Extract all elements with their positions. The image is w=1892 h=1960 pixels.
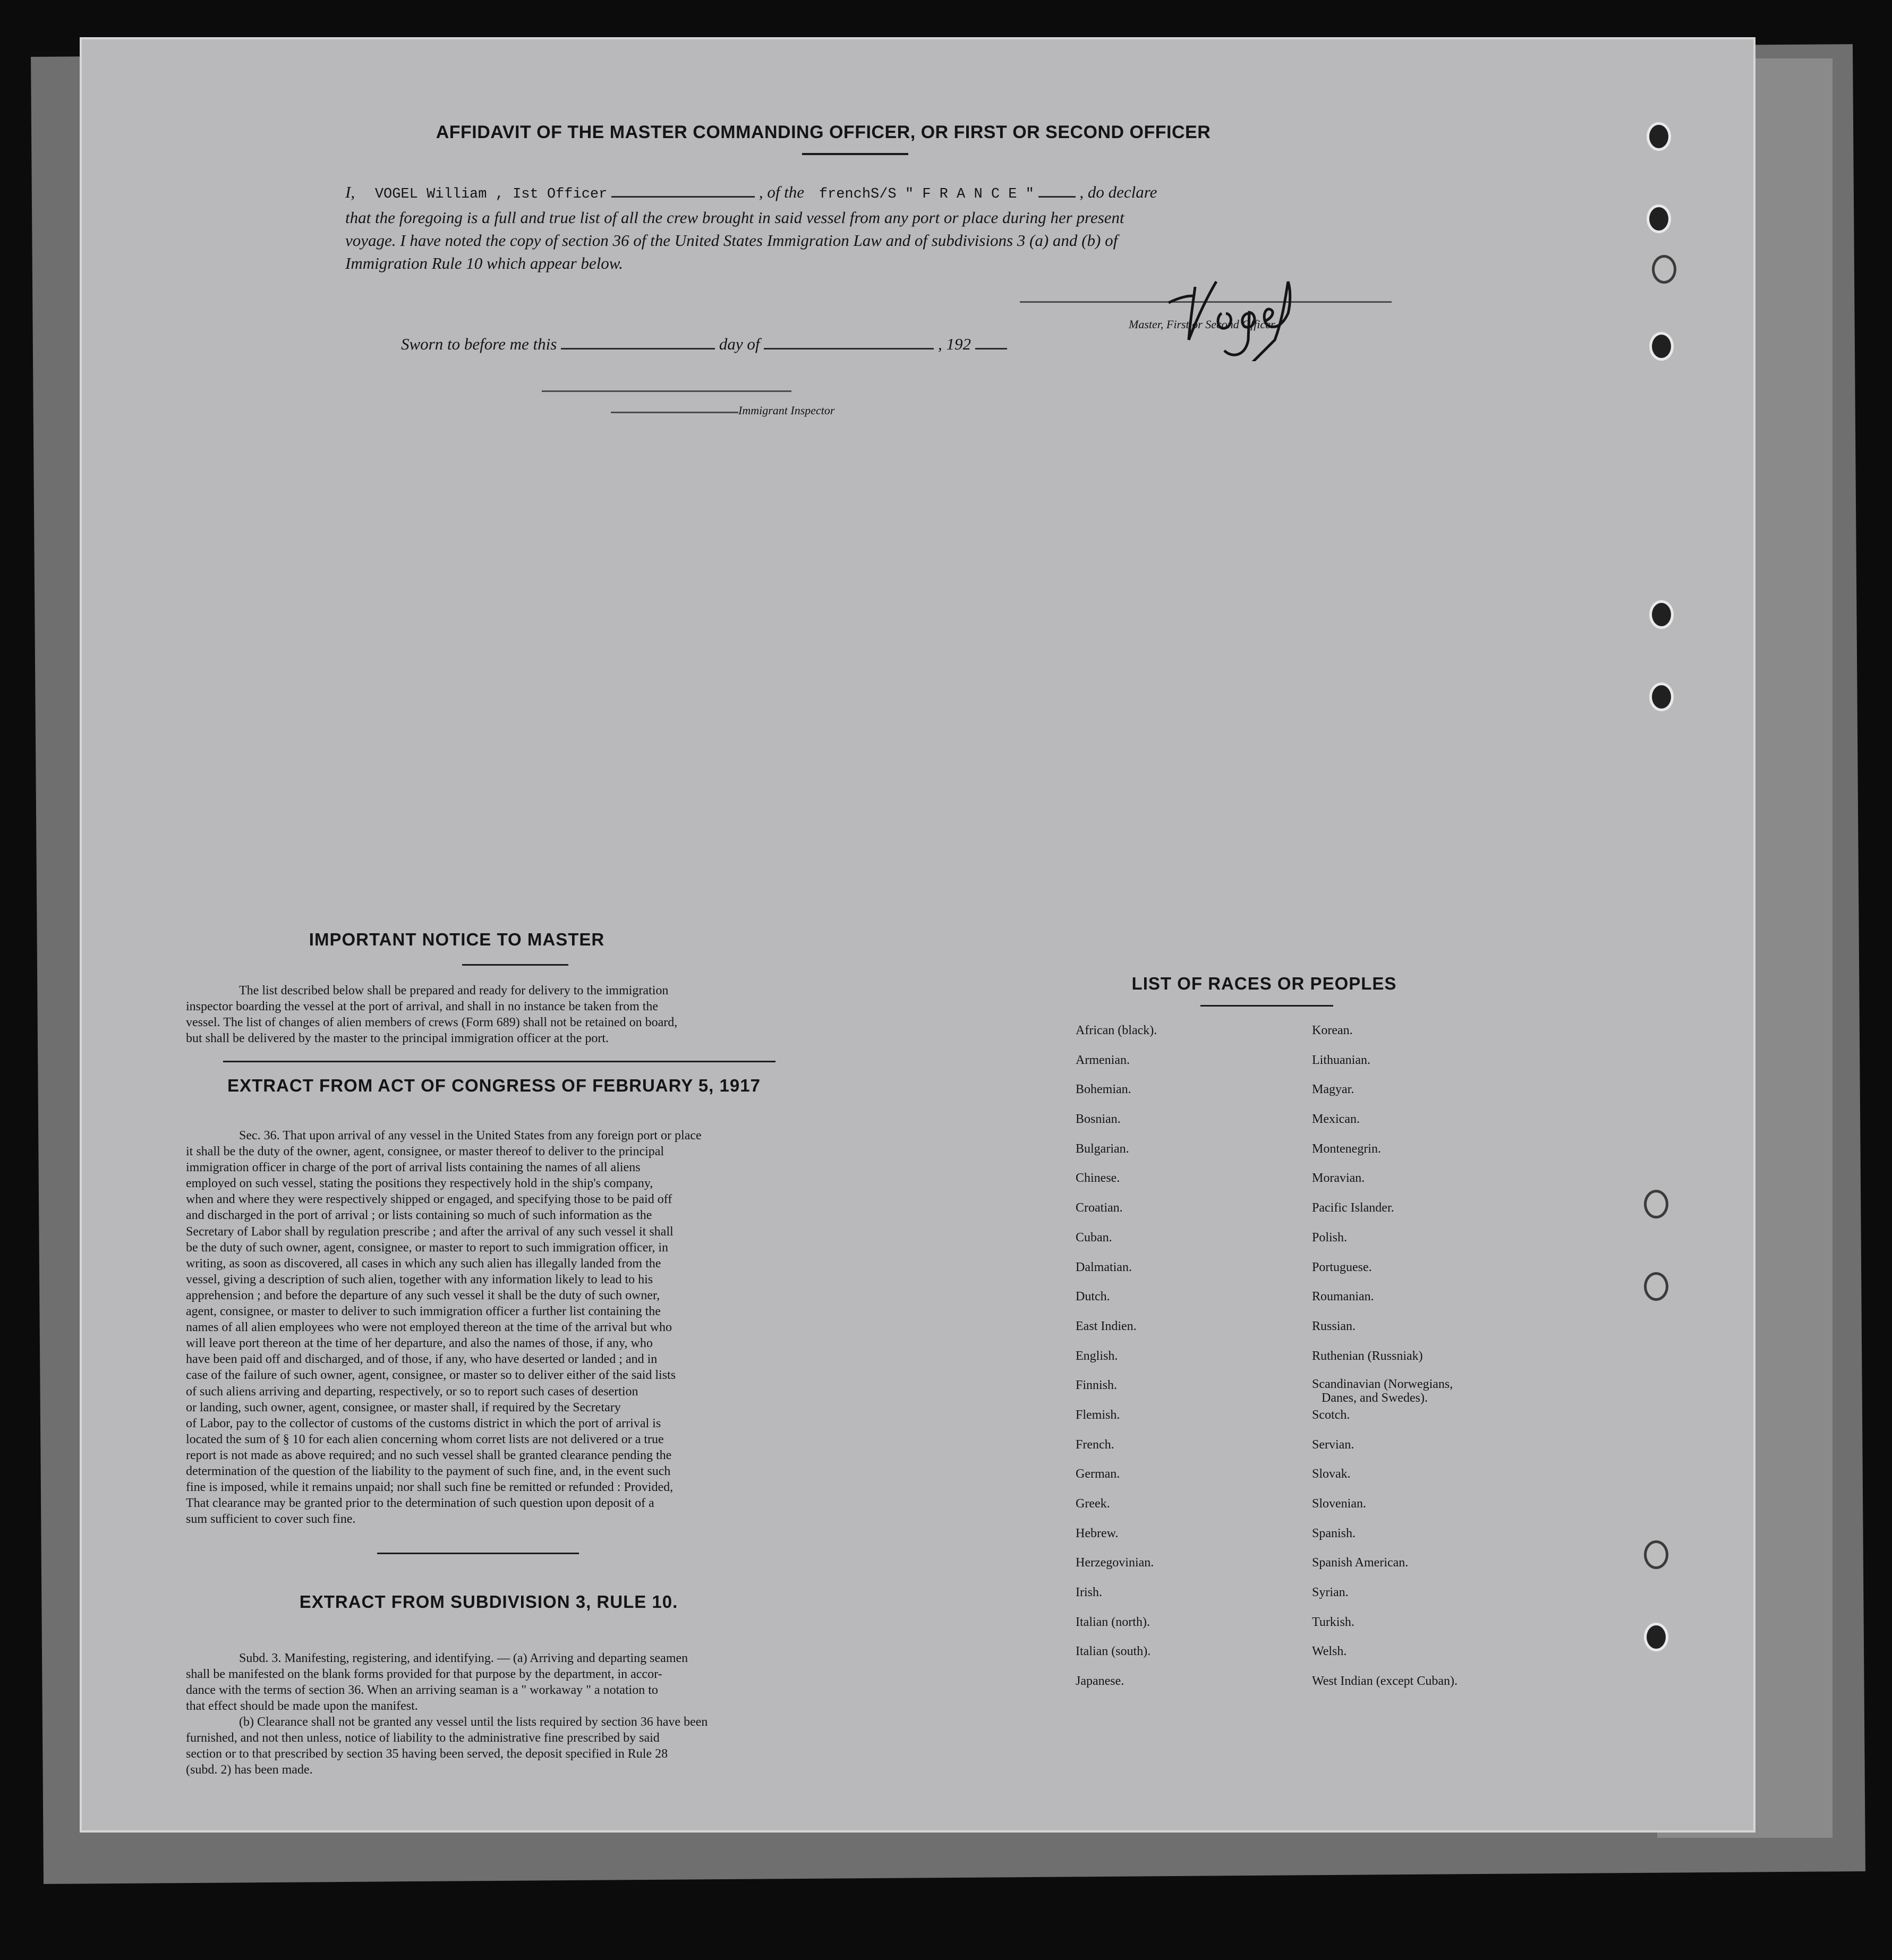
binder-hole bbox=[1649, 683, 1674, 711]
race-item: Dalmatian. bbox=[1076, 1260, 1132, 1274]
binder-hole bbox=[1649, 600, 1674, 629]
act-line: vessel, giving a description of such alien, together with any information likely to lead to his bbox=[186, 1272, 653, 1286]
race-item: Roumanian. bbox=[1312, 1290, 1374, 1304]
binder-hole bbox=[1652, 255, 1676, 284]
race-item: French. bbox=[1076, 1437, 1114, 1452]
race-item: Croatian. bbox=[1076, 1201, 1123, 1215]
binder-hole bbox=[1644, 1540, 1668, 1569]
rule-line: (b) Clearance shall not be granted any vessel until the lists required by section 36 have been bbox=[239, 1715, 708, 1729]
year-label: , 192 bbox=[938, 335, 971, 353]
day-blank-line bbox=[561, 348, 715, 350]
race-item: Turkish. bbox=[1312, 1615, 1354, 1629]
race-item: Bulgarian. bbox=[1076, 1141, 1129, 1156]
act-line: of such aliens arriving and departing, respectively, or so to report such cases of desertion bbox=[186, 1384, 638, 1399]
act-line: will leave port thereon at the time of her departure, and also the names of those, if any, who bbox=[186, 1336, 653, 1351]
affidavit-declaration bbox=[345, 181, 1434, 275]
act-line: sum sufficient to cover such fine. bbox=[186, 1512, 356, 1527]
vessel-name: frenchS/S " F R A N C E " bbox=[819, 186, 1034, 202]
race-item: Slovak. bbox=[1312, 1467, 1351, 1481]
act-line: That clearance may be granted prior to the determination of such question upon deposit of a bbox=[186, 1496, 654, 1511]
act-line: Secretary of Labor shall by regulation prescribe ; and after the arrival of any such vessel it shall bbox=[186, 1224, 674, 1239]
race-item: Polish. bbox=[1312, 1230, 1348, 1245]
act-line: apprehension ; and before the departure of any such vessel it shall be the duty of such owner, bbox=[186, 1288, 660, 1302]
affidavit-title: AFFIDAVIT OF THE MASTER COMMANDING OFFICER, OR FIRST OR SECOND OFFICER bbox=[436, 122, 1211, 142]
rule-line: dance with the terms of section 36. When an arriving seaman is a " workaway " a notation to bbox=[186, 1683, 658, 1697]
notice-line: inspector boarding the vessel at the port of arrival, and shall in no instance be taken from the bbox=[186, 1000, 659, 1013]
inspector-signature-line bbox=[542, 390, 791, 392]
notice-text bbox=[186, 983, 802, 1046]
races-right-column bbox=[1312, 1022, 1458, 1703]
race-item: Montenegrin. bbox=[1312, 1141, 1381, 1156]
notice-line: The list described below shall be prepared and ready for delivery to the immigration bbox=[239, 984, 669, 998]
race-item: West Indian (except Cuban). bbox=[1312, 1674, 1458, 1689]
act-line: and discharged in the port of arrival ; or lists containing so much of such information as the bbox=[186, 1208, 652, 1223]
sworn-statement bbox=[401, 335, 1007, 354]
title-underline bbox=[802, 153, 908, 155]
year-blank-line bbox=[975, 348, 1007, 350]
day-of-label: day of bbox=[719, 335, 760, 353]
race-item: African (black). bbox=[1076, 1024, 1157, 1037]
race-item: Bosnian. bbox=[1076, 1112, 1121, 1127]
rule-text bbox=[186, 1650, 802, 1778]
races-underline bbox=[1200, 1005, 1333, 1007]
race-item: East Indien. bbox=[1076, 1319, 1137, 1333]
race-item: Moravian. bbox=[1312, 1171, 1365, 1186]
binder-hole bbox=[1644, 1190, 1668, 1218]
race-item: Bohemian. bbox=[1076, 1083, 1131, 1097]
act-line: report is not made as above required; and no such vessel shall be granted clearance pending the bbox=[186, 1448, 672, 1462]
race-item: Greek. bbox=[1076, 1497, 1110, 1511]
race-item: Scandinavian (Norwegians, Danes, and Swedes). bbox=[1312, 1377, 1453, 1405]
race-item: Chinese. bbox=[1076, 1171, 1120, 1186]
act-line: Sec. 36. That upon arrival of any vessel in the United States from any foreign port or place bbox=[239, 1129, 702, 1143]
race-item: Lithuanian. bbox=[1312, 1053, 1370, 1067]
declaration-line-3: voyage. I have noted the copy of section 36 of the United States Immigration Law and of subdivisions 3 (a) and (b) of bbox=[345, 231, 1118, 250]
document-page bbox=[80, 37, 1755, 1833]
signature-caption: Master, First or Second Officer bbox=[1129, 318, 1275, 331]
declaration-line-4: Immigration Rule 10 which appear below. bbox=[345, 254, 623, 272]
notice-underline bbox=[462, 964, 568, 966]
race-item: Pacific Islander. bbox=[1312, 1201, 1394, 1215]
act-divider bbox=[377, 1553, 579, 1554]
race-item: Portuguese. bbox=[1312, 1260, 1372, 1274]
race-item: German. bbox=[1076, 1467, 1120, 1481]
race-item: Slovenian. bbox=[1312, 1497, 1366, 1511]
race-item: Herzegovinian. bbox=[1076, 1556, 1154, 1570]
race-item: Mexican. bbox=[1312, 1112, 1360, 1127]
act-line: have been paid off and discharged, and of those, if any, who have deserted or landed ; and in bbox=[186, 1352, 658, 1367]
rule-line: section or to that prescribed by section 35 having been served, the deposit specified in Rule 28 bbox=[186, 1747, 668, 1761]
vessel-blank-line bbox=[1038, 196, 1076, 198]
rule-line: Subd. 3. Manifesting, registering, and identifying. — (a) Arriving and departing seamen bbox=[239, 1651, 688, 1665]
officer-signature bbox=[1158, 266, 1333, 361]
declaration-line-2: that the foregoing is a full and true list of all the crew brought in said vessel from any port or place during her present bbox=[345, 208, 1124, 227]
do-declare-text: , do declare bbox=[1079, 183, 1157, 201]
act-line: it shall be the duty of the owner, agent, consignee, or master thereof to deliver to the principal bbox=[186, 1145, 664, 1159]
race-item: Korean. bbox=[1312, 1024, 1353, 1037]
act-line: or landing, such owner, agent, consignee, or master shall, if required by the Secretary bbox=[186, 1400, 621, 1414]
month-blank-line bbox=[764, 348, 934, 350]
race-item: Flemish. bbox=[1076, 1408, 1120, 1422]
act-text bbox=[186, 1128, 802, 1527]
rule-line: furnished, and not then unless, notice of liability to the administrative fine prescribed by said bbox=[186, 1731, 660, 1745]
race-item: Armenian. bbox=[1076, 1053, 1130, 1067]
i-label: I, bbox=[345, 183, 355, 201]
act-line: case of the failure of such owner, agent, consignee, or master so to deliver either of the said lists bbox=[186, 1368, 676, 1383]
race-item: Irish. bbox=[1076, 1586, 1102, 1600]
binder-hole bbox=[1644, 1623, 1668, 1651]
binder-hole bbox=[1647, 204, 1671, 233]
race-item: Japanese. bbox=[1076, 1674, 1124, 1689]
act-line: when and where they were respectively shipped or engaged, and specifying those to be paid off bbox=[186, 1192, 672, 1207]
act-line: of Labor, pay to the collector of customs of the customs district in which the port of arrival is bbox=[186, 1416, 661, 1430]
rule-title: EXTRACT FROM SUBDIVISION 3, RULE 10. bbox=[299, 1592, 678, 1612]
notice-line: vessel. The list of changes of alien members of crews (Form 689) shall not be retained on board, bbox=[186, 1016, 678, 1029]
rule-line: shall be manifested on the blank forms provided for that purpose by the department, in accor- bbox=[186, 1667, 662, 1681]
notice-line: but shall be delivered by the master to the principal immigration officer at the port. bbox=[186, 1032, 609, 1045]
race-item: English. bbox=[1076, 1349, 1118, 1363]
race-item: Welsh. bbox=[1312, 1644, 1347, 1659]
notice-title: IMPORTANT NOTICE TO MASTER bbox=[309, 930, 605, 949]
race-item: Cuban. bbox=[1076, 1230, 1112, 1245]
sworn-label: Sworn to before me this bbox=[401, 335, 557, 353]
act-line: determination of the question of the liability to the payment of such fine, and, in the event such bbox=[186, 1464, 671, 1478]
act-line: writing, as soon as discovered, all cases in which any such alien has illegally landed from the bbox=[186, 1256, 661, 1271]
binder-hole bbox=[1644, 1272, 1668, 1301]
race-item: Magyar. bbox=[1312, 1083, 1354, 1097]
race-item: Spanish American. bbox=[1312, 1556, 1409, 1570]
race-item: Finnish. bbox=[1076, 1378, 1118, 1393]
race-item: Italian (south). bbox=[1076, 1644, 1151, 1659]
act-line: names of all alien employees who were not employed thereon at the time of the arrival but who bbox=[186, 1320, 672, 1335]
race-item: Servian. bbox=[1312, 1437, 1354, 1452]
race-item: Dutch. bbox=[1076, 1290, 1110, 1304]
act-line: located the sum of § 10 for each alien concerning whom corret lists are not delivered or a true bbox=[186, 1432, 664, 1446]
inspector-caption: Immigrant Inspector bbox=[738, 404, 835, 417]
name-blank-line bbox=[611, 196, 755, 198]
race-item: Syrian. bbox=[1312, 1586, 1349, 1600]
race-item: Ruthenian (Russniak) bbox=[1312, 1349, 1423, 1363]
binder-hole bbox=[1649, 332, 1674, 361]
race-item: Hebrew. bbox=[1076, 1526, 1119, 1540]
act-line: fine is imposed, while it remains unpaid; nor shall such fine be remitted or refunded : Provided, bbox=[186, 1480, 674, 1495]
act-line: employed on such vessel, stating the positions they respectively hold in the ship's company, bbox=[186, 1177, 653, 1191]
race-item: Spanish. bbox=[1312, 1526, 1356, 1540]
races-left-column bbox=[1076, 1022, 1157, 1703]
officer-name: VOGEL William , Ist Officer bbox=[374, 186, 608, 202]
race-item: Scotch. bbox=[1312, 1408, 1350, 1422]
act-title: EXTRACT FROM ACT OF CONGRESS OF FEBRUARY 5, 1917 bbox=[227, 1076, 761, 1095]
race-item: Russian. bbox=[1312, 1319, 1356, 1333]
of-the-text: , of the bbox=[758, 183, 805, 201]
races-title: LIST OF RACES OR PEOPLES bbox=[1131, 974, 1397, 993]
rule-line: that effect should be made upon the manifest. bbox=[186, 1699, 418, 1713]
act-line: be the duty of such owner, agent, consignee, or master to report to such immigration officer, in bbox=[186, 1240, 669, 1255]
race-item: Italian (north). bbox=[1076, 1615, 1150, 1629]
notice-divider bbox=[223, 1061, 775, 1062]
act-line: agent, consignee, or master to deliver to such immigration officer a further list containing the bbox=[186, 1305, 661, 1319]
inspector-caption-line bbox=[611, 412, 738, 413]
act-line: immigration officer in charge of the port of arrival lists containing the names of all aliens bbox=[186, 1161, 641, 1175]
binder-hole bbox=[1647, 122, 1671, 151]
rule-line: (subd. 2) has been made. bbox=[186, 1763, 313, 1777]
